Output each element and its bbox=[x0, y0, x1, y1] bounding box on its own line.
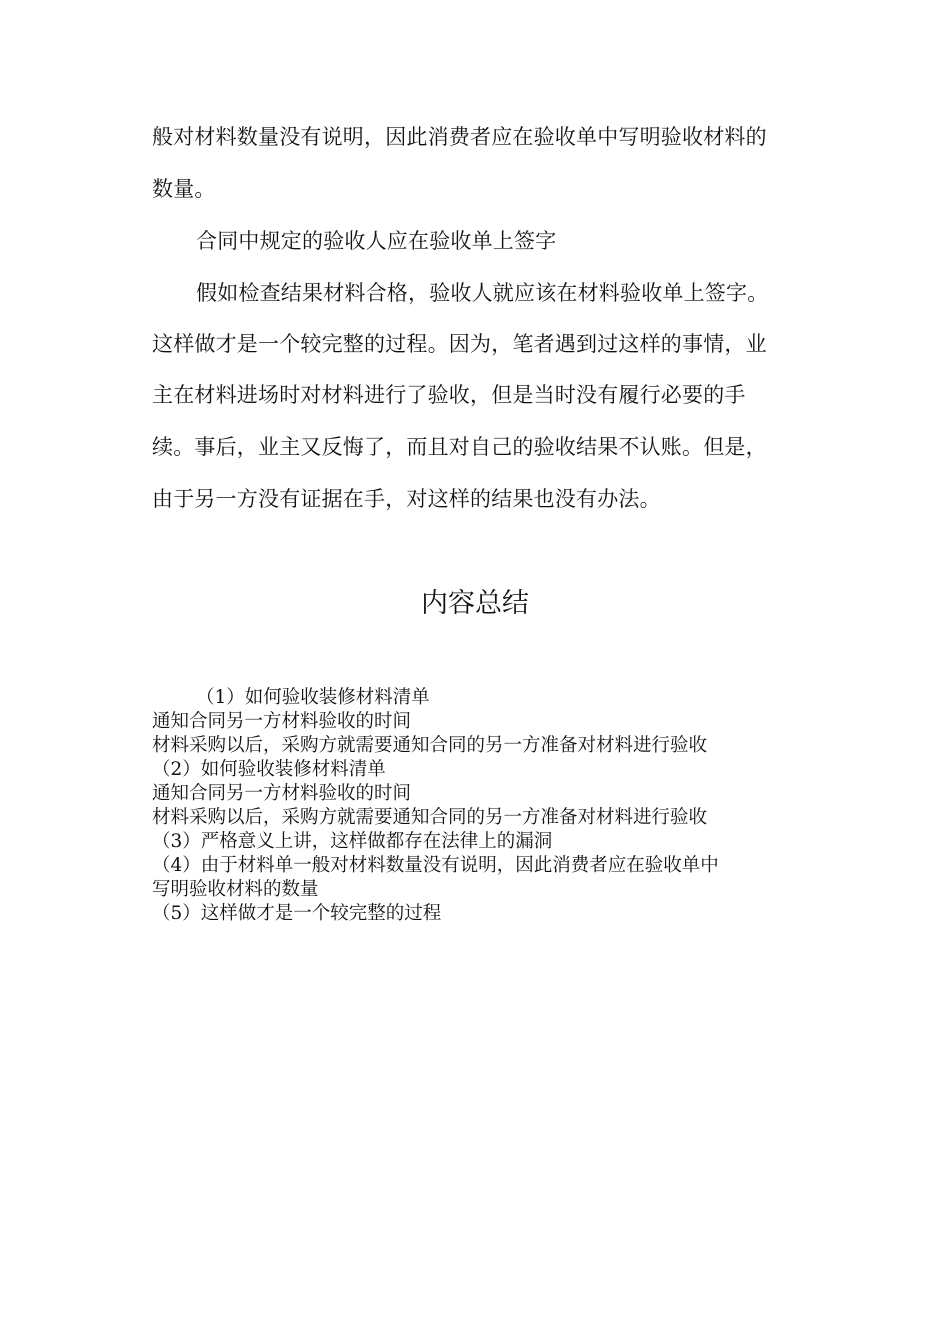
summary-line: （3）严格意义上讲，这样做都存在法律上的漏洞 bbox=[152, 831, 553, 852]
summary-line: 材料采购以后，采购方就需要通知合同的另一方准备对材料进行验收 bbox=[152, 735, 708, 756]
summary-line: 材料采购以后，采购方就需要通知合同的另一方准备对材料进行验收 bbox=[152, 807, 708, 828]
paragraph-line: 由于另一方没有证据在手，对这样的结果也没有办法。 bbox=[152, 487, 661, 511]
paragraph-line: 假如检查结果材料合格，验收人就应该在材料验收单上签字。 bbox=[196, 281, 769, 305]
summary-line: 通知合同另一方材料验收的时间 bbox=[152, 783, 412, 804]
summary-line: （1）如何验收装修材料清单 bbox=[196, 687, 430, 708]
summary-line: （2）如何验收装修材料清单 bbox=[152, 759, 386, 780]
paragraph-line: 续。事后，业主又反悔了，而且对自己的验收结果不认账。但是， bbox=[152, 435, 767, 459]
summary-line: （4）由于材料单一般对材料数量没有说明，因此消费者应在验收单中 bbox=[152, 855, 719, 876]
summary-line: 通知合同另一方材料验收的时间 bbox=[152, 711, 412, 732]
paragraph-line: 数量。 bbox=[152, 177, 216, 201]
summary-line: （5）这样做才是一个较完整的过程 bbox=[152, 903, 442, 924]
summary-line: 写明验收材料的数量 bbox=[152, 879, 319, 900]
paragraph-line: 般对材料数量没有说明，因此消费者应在验收单中写明验收材料的 bbox=[152, 125, 767, 149]
section-heading: 合同中规定的验收人应在验收单上签字 bbox=[196, 229, 557, 253]
summary-title: 内容总结 bbox=[421, 588, 529, 619]
paragraph-line: 这样做才是一个较完整的过程。因为，笔者遇到过这样的事情，业 bbox=[152, 332, 767, 356]
paragraph-line: 主在材料进场时对材料进行了验收，但是当时没有履行必要的手 bbox=[152, 383, 746, 407]
